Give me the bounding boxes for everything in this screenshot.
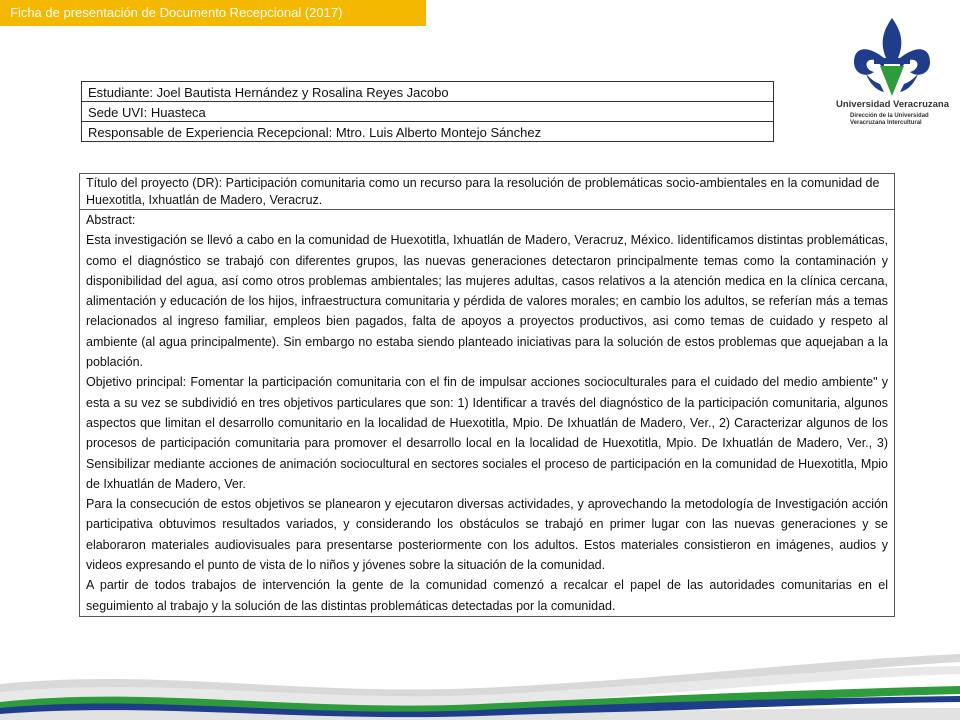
- header-title: Ficha de presentación de Documento Recepcional (2017): [10, 5, 343, 20]
- header-band: [0, 0, 426, 26]
- campus-field: Sede UVI: Huasteca: [82, 102, 774, 122]
- project-title: Título del proyecto (DR): Participación comunitaria como un recurso para la resolución de problemáticas socio-ambientales en la comunidad de Huexotitla, Ixhuatlán de Madero, Veracruz.: [80, 174, 894, 210]
- abstract-paragraph: A partir de todos trabajos de intervención la gente de la comunidad comenzó a recalcar el papel de las autoridades comunitarias en el seguimiento al trabajo y la solución de las distintas problemáticas detectadas por la comunidad.: [86, 578, 888, 613]
- abstract-paragraph: Esta investigación se llevó a cabo en la comunidad de Huexotitla, Ixhuatlán de Madero, Veracruz, México. Iidentificamos distintas problemáticas, como el diagnóstico se trabajó con diferentes grupos, las nuevas generaciones detectaron principalmente temas como la contaminación y disponibilidad del agua, así como otros problemas ambientales; las mujeres adultas, casos relativos a la atención medica en la clínica cercana, alimentación y educación de los hijos, infraestructura comunitaria y pérdida de valores morales; en cambio los adultos, se referían más a temas relacionados al ingreso familiar, empleos bien pagados, falta de apoyos a proyectos productivos, asi como temas de cuidado y respeto al ambiente (al agua principalmente). Sin embargo no estaba siendo planteado iniciativas para la solución de estos problemas que aquejaban a la población.: [86, 233, 888, 370]
- abstract-section: [80, 210, 894, 616]
- fleur-de-lis-icon: [854, 18, 930, 96]
- abstract-paragraph: Para la consecución de estos objetivos se planearon y ejecutaron diversas actividades, y aprovechando la metodología de Investigación acción participativa obtuvimos resultados variados, y considerando los obstáculos se trabajó en primer lugar con las nuevas generaciones y se elaboraron materiales audiovisuales para presentarse posteriormente con los adultos. Estos materiales consistieron en imágenes, audios y videos expresando el punto de vista de lo niños y jóvenes sobre la situación de la comunidad.: [86, 497, 888, 573]
- student-field: Estudiante: Joel Bautista Hernández y Rosalina Reyes Jacobo: [82, 82, 774, 102]
- abstract-paragraph: Objetivo principal: Fomentar la participación comunitaria con el fin de impulsar acciones socioculturales para el cuidado del medio ambiente" y esta a su vez se subdividió en tres objetivos particulares que son: 1) Identificar a través del diagnóstico de la participación comunitaria, algunos aspectos que limitan el desarrollo comunitario en la localidad de Huexotitla, Mpio. De Ixhuatlán de Madero, Ver., 2) Caracterizar algunos de los procesos de participación comunitaria para promover el desarrollo local en la localidad de Huexotitla, Mpio. De Ixhuatlán de Madero, Ver., 3) Sensibilizar mediante acciones de animación sociocultural en sectores sociales el proceso de participación en la comunidad de Huexotitla, Mpio de Ixhuatlán de Madero, Ver.: [86, 375, 888, 491]
- logo-subtitle: Dirección de la Universidad Veracruzana Intercultural: [850, 113, 929, 126]
- info-table: [81, 81, 774, 142]
- decorative-footer: [0, 650, 960, 720]
- project-box: [79, 173, 895, 617]
- advisor-field: Responsable de Experiencia Recepcional: Mtro. Luis Alberto Montejo Sánchez: [82, 122, 774, 142]
- logo-name: Universidad Veracruzana: [836, 99, 949, 110]
- abstract-label: Abstract:: [86, 213, 136, 227]
